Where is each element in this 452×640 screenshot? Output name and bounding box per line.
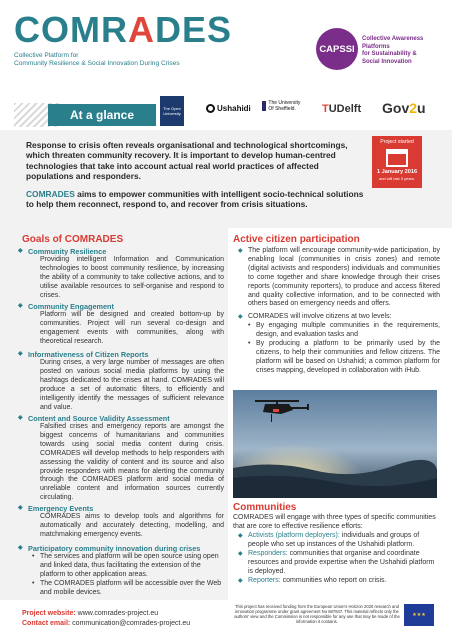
community-label: Activists (platform deployers):: [248, 532, 340, 539]
goal-title: ◆ Community Engagement: [28, 302, 224, 311]
email-link[interactable]: communication@comrades-project.eu: [70, 620, 191, 627]
community-text: communities who report on crisis.: [280, 576, 387, 584]
goal-emergency-events: [28, 504, 224, 540]
ushahidi-logo: [206, 104, 251, 113]
active-paragraph-2: ◆ COMRADES will involve citizens at two levels:: [238, 313, 440, 322]
project-website[interactable]: [22, 610, 158, 617]
header: [0, 0, 452, 92]
project-started-title: Project started: [380, 139, 414, 145]
banner-title: At a glance: [69, 108, 135, 122]
goal-validity-assessment: [28, 414, 224, 503]
project-started-date: 1 January 2016: [376, 169, 418, 175]
community-activists: [238, 532, 440, 550]
helicopter-rescue-photo: [233, 390, 437, 498]
goal-informativeness: [28, 350, 224, 412]
goal-text: Providing intelligent Information and Communication technologies to boost community resilience, by increasing the ability of a community to take collective actions, and to utilise available resources to self-organise and respond to crises.: [40, 256, 224, 299]
intro-paragraph-2-text: aims to empower communities with intelligent socio-technical solutions to help them reconnect, respond to, and recover from crisis situations.: [26, 189, 364, 210]
goal-title: ◆ Participatory community innovation during crises: [28, 544, 224, 553]
goal-text: During crises, a very large number of messages are often posted on various social media platforms by using the hashtags dedicated to the crises at hand. COMRADES will produce a set of automatic filters, to efficiently and intelligently identify the messages of sufficient relevance and value.: [40, 359, 224, 411]
goal-title: ◆ Content and Source Validity Assessment: [28, 414, 224, 423]
crest-icon: [262, 101, 266, 111]
active-heading: Active citizen participation: [233, 234, 360, 245]
comrades-logo: [14, 9, 233, 68]
active-sub-item: • By engaging multiple communities in the requirements, design, and evaluation tasks and: [238, 322, 440, 340]
goal-sub-item: • The services and platform will be open source using open and linked data, thus facilitating the extension of the platform to other application areas.: [40, 553, 224, 580]
active-paragraph-1: ◆ The platform will encourage community-wide participation, by enabling local (communities in crisis zones) and remote (digital activists and responders) individuals and communities to come together and share knowledge through their crises reports (community reporters), to produce and access filtered and quality collective information, and to be connected with others based on emergency needs and offers.: [238, 247, 440, 309]
photo-illustration: [233, 390, 437, 498]
community-label: Responders:: [248, 549, 288, 557]
goal-title: ◆ Community Resilience: [28, 247, 224, 256]
communities-heading: Communities: [233, 502, 297, 513]
logo-prefix: COMR: [14, 9, 128, 50]
logo-subtitle-line1: Collective Platform for: [14, 52, 79, 59]
calendar-icon: [386, 149, 408, 167]
intro-paragraph-1: Response to crisis often reveals organisational and technological shortcomings, which threaten community recovery. It is important to develop human-centred technologies that take into account actual real world practices of affected populations and responders.: [26, 140, 348, 182]
community-responders: [238, 550, 440, 577]
tudelft-rest: UDelft: [328, 103, 362, 115]
email-label: Contact email:: [22, 620, 71, 627]
sheffield-logo: [262, 100, 302, 112]
capssi-line2: for Sustainability &: [362, 51, 417, 57]
gov2u-suffix: u: [417, 100, 426, 116]
active-block: [238, 247, 440, 376]
gov2u-logo: [382, 100, 426, 116]
community-reporters: [238, 577, 440, 586]
logo-suffix: DES: [155, 9, 233, 50]
communities-intro: COMRADES will engage with three types of specific communities that are core to effective resilience efforts:: [233, 514, 436, 530]
contact-email[interactable]: [22, 620, 190, 627]
open-university-logo: [160, 96, 184, 126]
funding-disclaimer: This project has received funding from the European Union's Horizon 2020 research and innovation programme under grant agreement No 687847. This material reflects only the authors' view and the Commission is not responsible for any use that may be made of the information it contains.: [234, 604, 400, 624]
goal-text: Falsified crises and emergency reports are amongst the biggest concerns of humanitarians and communities towards using social media content during crisis. COMRADES will develop methods to help responders with assessing the validity of content and its source and also provide responders with means for alerting the community through the COMRADES platform and social media of unreliable content and information sources currently circulating.: [40, 423, 224, 502]
community-text: individuals and groups of people who set up instances of the Ushahidi platform.: [248, 532, 420, 548]
ushahidi-icon: [206, 104, 215, 113]
website-label: Project website:: [22, 610, 76, 617]
gov2u-prefix: Gov: [382, 100, 410, 116]
sheffield-label: The University Of Sheffield.: [268, 100, 301, 112]
capssi-badge: CAPSSI: [319, 43, 355, 55]
capssi-caption: [362, 36, 450, 66]
tudelft-t: T: [322, 103, 329, 115]
goal-text: Platform will be designed and created bottom-up by communities. Project will run several co-design and engagement events with communities, along with theoretical research.: [40, 311, 224, 345]
ushahidi-label: Ushahidi: [217, 104, 251, 113]
at-a-glance-banner: [48, 104, 156, 126]
capssi-logo: [316, 28, 358, 70]
goals-heading: Goals of COMRADES: [22, 234, 124, 245]
logo-subtitle: [14, 52, 224, 68]
capssi-line1: Collective Awareness Platforms: [362, 36, 424, 50]
eu-flag-icon: ★★★: [404, 604, 434, 626]
goal-text: COMRADES aims to develop tools and algorithms for automatically and accurately detecting, modelling, and matchmaking emergency events.: [40, 513, 224, 538]
logo-accent: A: [128, 9, 155, 50]
goal-community-resilience: [28, 247, 224, 301]
goal-participatory-innovation: [28, 544, 224, 598]
website-link[interactable]: www.comrades-project.eu: [75, 610, 159, 617]
logo-subtitle-line2: Community Resilience & Social Innovation During Crises: [14, 60, 180, 67]
communities-list: [238, 532, 440, 585]
intro-paragraph-2: [26, 189, 366, 210]
intro-brand: COMRADES: [26, 189, 75, 199]
capssi-line3: Social Innovation: [362, 58, 412, 65]
goal-title: ◆ Emergency Events: [28, 504, 224, 513]
open-university-label: The Open University: [163, 106, 181, 116]
gov2u-two: 2: [409, 100, 418, 116]
goal-sub-item: • The COMRADES platform will be accessible over the Web and mobile devices.: [40, 580, 224, 598]
goal-title: ◆ Informativeness of Citizen Reports: [28, 350, 224, 359]
goal-community-engagement: [28, 302, 224, 347]
project-started-badge: [372, 136, 422, 188]
community-text: communities that organise and coordinate resources and provide expertise when the Ushahidi platform is deployed.: [248, 549, 435, 575]
community-label: Reporters:: [248, 576, 281, 584]
active-sub-item: • By producing a platform to be primarily used by the citizens, to help their communities and fellow citizens. The platform will be based on Ushahidi; a common platform for crises mapping, developed in collaboration with iHub.: [238, 340, 440, 376]
project-runtime: and will last 3 years.: [378, 176, 415, 181]
tudelft-logo: [322, 103, 361, 115]
